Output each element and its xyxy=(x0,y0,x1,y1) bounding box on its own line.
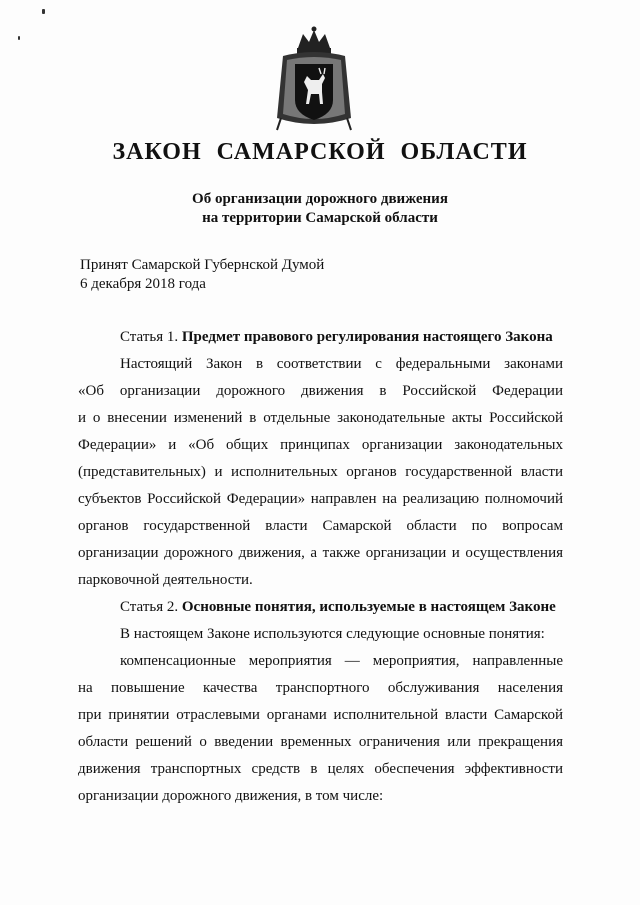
paragraph-line: организации дорожного движения, а также организации и осуществления xyxy=(78,545,563,561)
paragraph-line: В настоящем Законе используются следующие основные понятия: xyxy=(120,626,545,642)
law-body xyxy=(78,324,563,810)
law-title: ЗАКОН САМАРСКОЙ ОБЛАСТИ xyxy=(112,139,528,165)
paragraph-line: парковочной деятельности. xyxy=(78,572,253,588)
paragraph-line: (представительных) и исполнительных органов государственной власти xyxy=(78,464,563,480)
paragraph-line: области решений о введении временных ограничения или прекращения xyxy=(78,734,563,750)
paragraph-line: движения транспортных средств в целях обеспечения эффективности xyxy=(78,761,563,777)
subtitle-line: на территории Самарской области xyxy=(202,210,438,226)
paragraph-line: Федерации» и «Об общих принципах организации законодательных xyxy=(78,437,563,453)
paragraph-line: Настоящий Закон в соответствии с федеральными законами xyxy=(120,356,563,372)
article-title: Предмет правового регулирования настоящего Закона xyxy=(181,329,553,345)
article-title: Основные понятия, используемые в настоящем Законе xyxy=(181,599,556,615)
scan-speck xyxy=(18,36,20,40)
article-number: Статья 1. xyxy=(120,329,179,345)
adoption-note xyxy=(80,256,324,294)
paragraph-line: субъектов Российской Федерации» направлен на реализацию полномочий xyxy=(78,491,563,507)
scan-speck xyxy=(42,9,45,14)
adoption-date: 6 декабря 2018 года xyxy=(80,276,206,292)
paragraph-line: и о внесении изменений в отдельные законодательные акты Российской xyxy=(78,410,563,426)
adoption-line: Принят Самарской Губернской Думой xyxy=(80,257,325,273)
article-2-heading xyxy=(78,594,563,621)
subtitle-line: Об организации дорожного движения xyxy=(192,191,448,207)
article-1-heading xyxy=(78,324,563,351)
samara-coat-of-arms-icon xyxy=(273,26,355,134)
article-number: Статья 2. xyxy=(120,599,179,615)
paragraph-line: на повышение качества транспортного обслуживания населения xyxy=(78,680,563,696)
paragraph-line: органов государственной власти Самарской области по вопросам xyxy=(78,518,563,534)
paragraph-line: «Об организации дорожного движения в Российской Федерации xyxy=(78,383,563,399)
paragraph-line: при принятии отраслевыми органами исполнительной власти Самарской xyxy=(78,707,563,723)
paragraph-line: организации дорожного движения, в том числе: xyxy=(78,788,384,804)
law-subtitle xyxy=(0,190,640,228)
paragraph-line: компенсационные мероприятия — мероприятия, направленные xyxy=(120,653,563,669)
